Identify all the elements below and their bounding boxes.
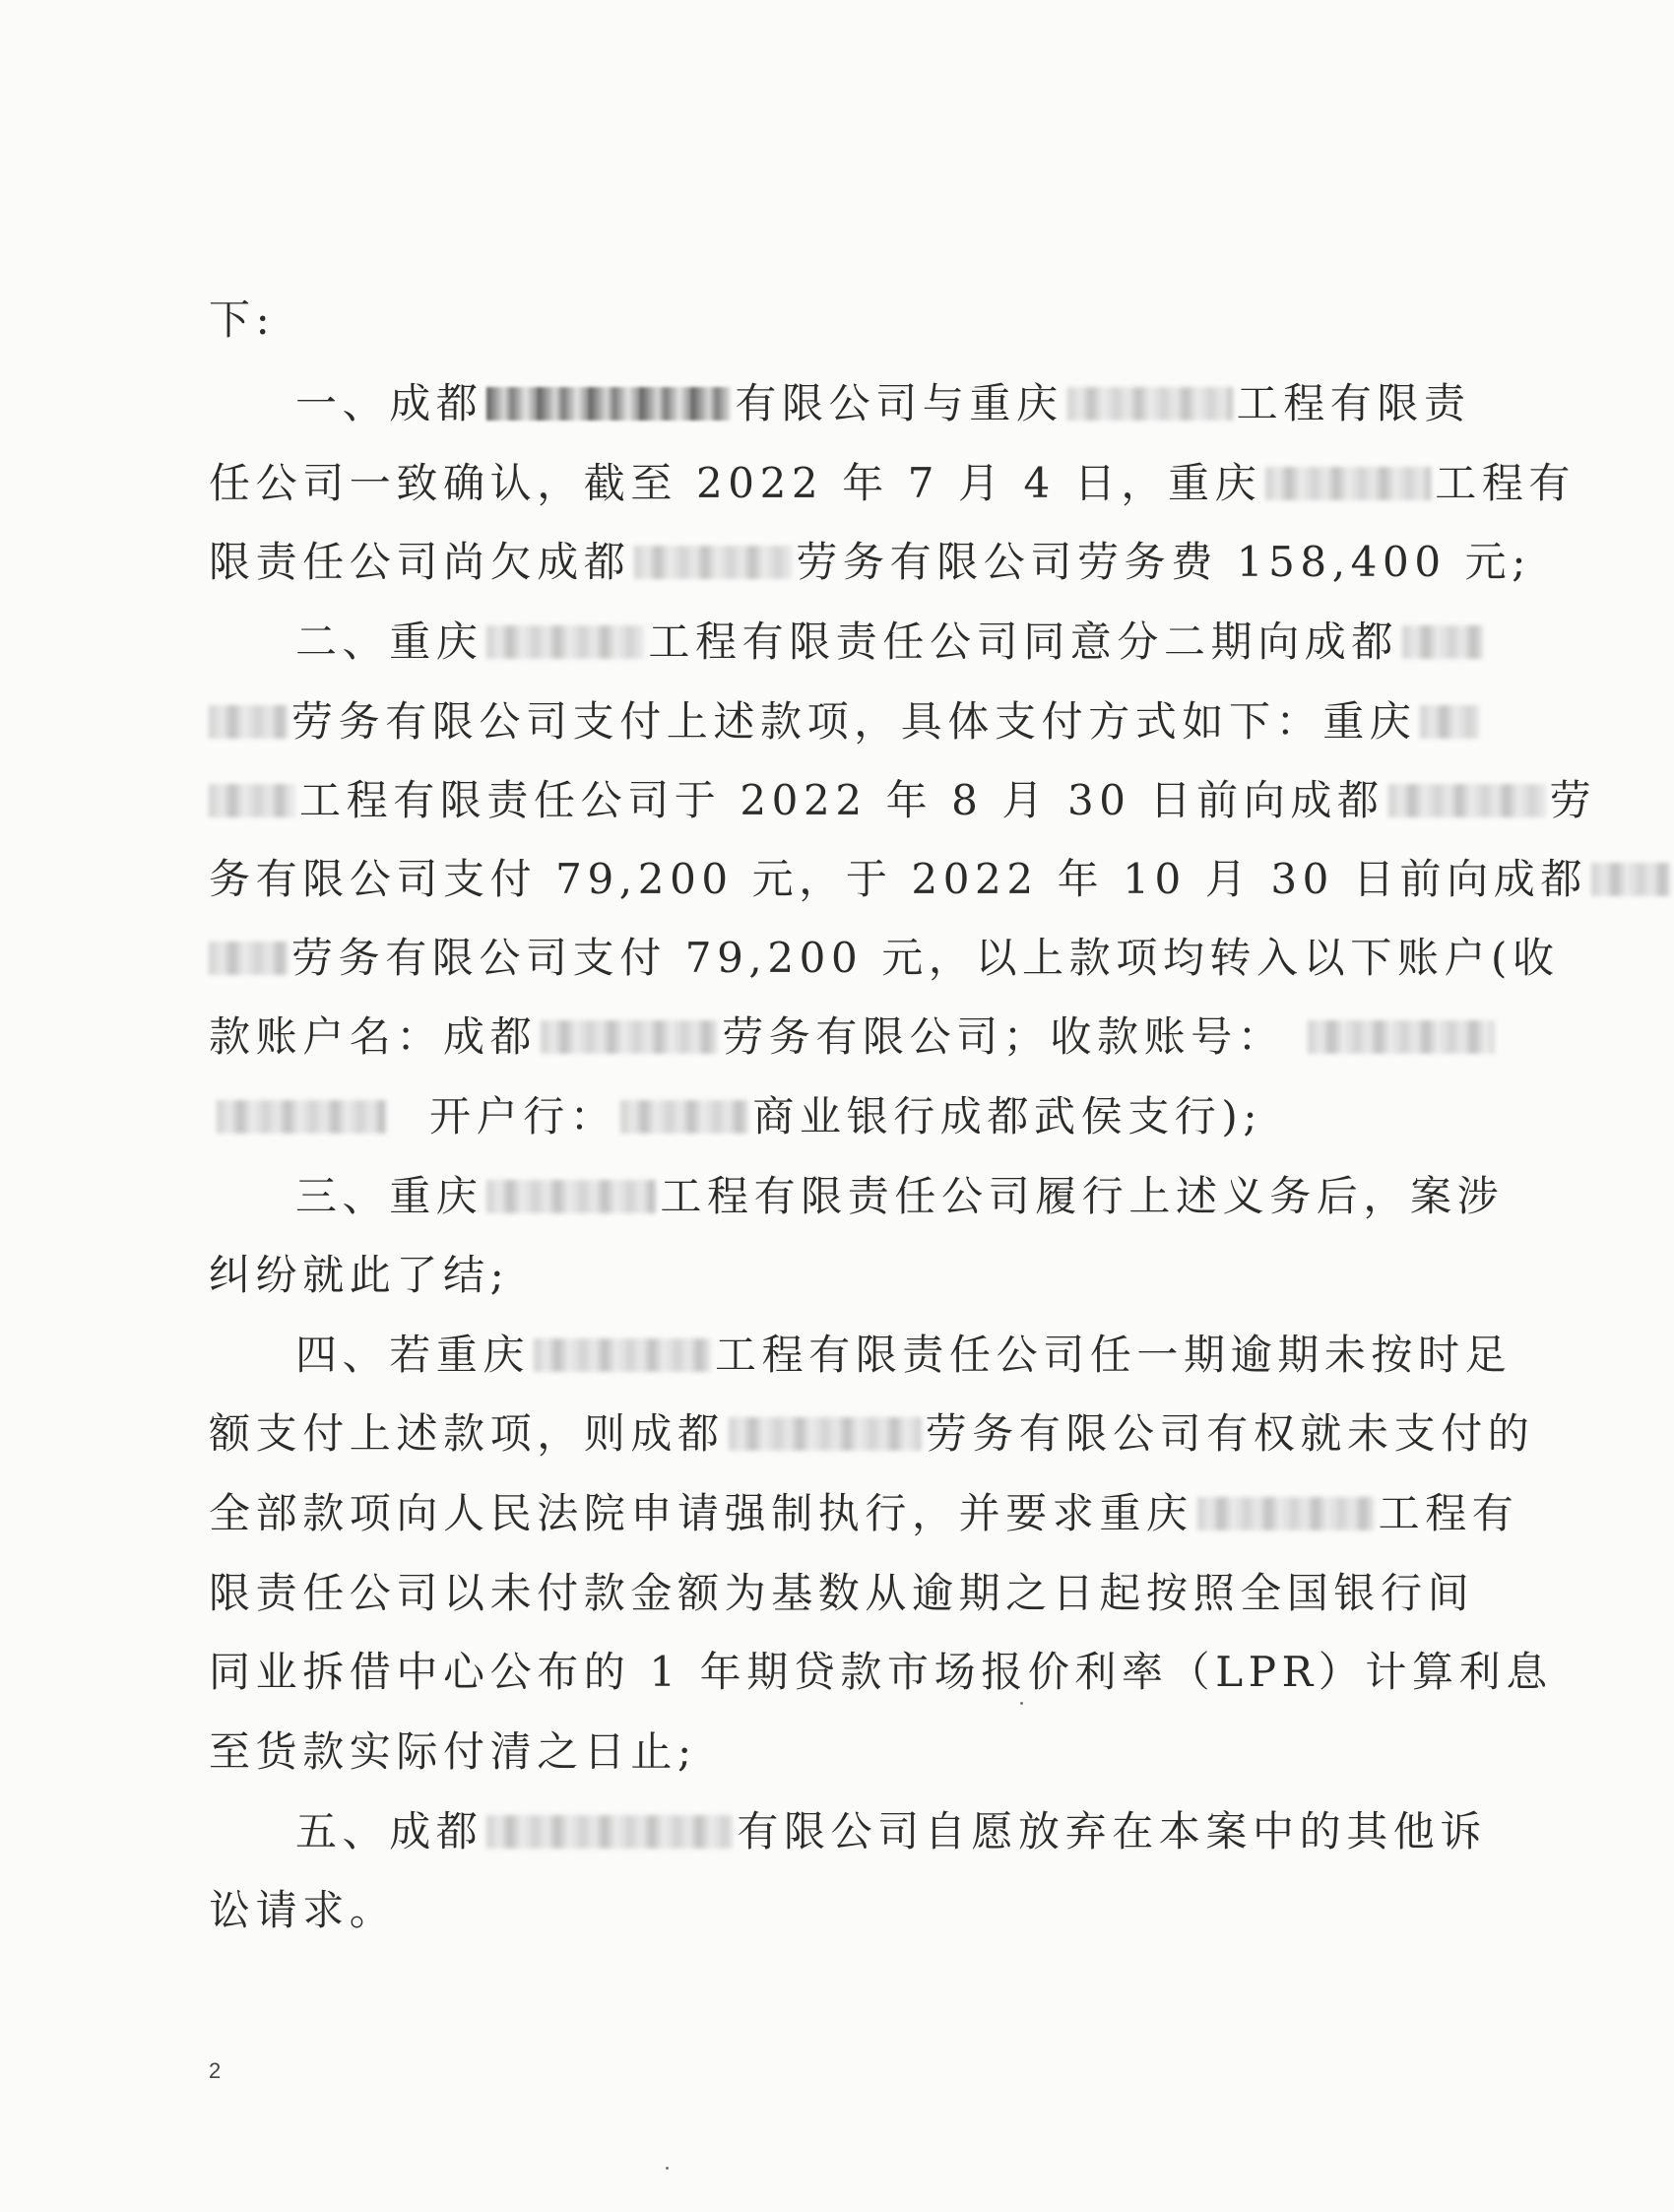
text-segment: 商业银行成都武侯支行);: [752, 1092, 1263, 1140]
text-segment: 至货款实际付清之日止;: [209, 1727, 697, 1776]
redaction: [486, 387, 731, 421]
redaction: [1591, 863, 1670, 896]
text-segment: 有限公司与重庆: [735, 379, 1063, 427]
redaction: [1420, 705, 1479, 739]
redaction: [534, 1338, 711, 1372]
text-segment: 开户行：: [429, 1092, 617, 1140]
text-segment: 劳务有限公司劳务费 158,400 元;: [796, 538, 1531, 586]
text-line: [209, 1886, 396, 1935]
redaction: [217, 1100, 386, 1134]
text-line: [209, 1648, 1553, 1697]
text-line: [209, 1569, 1474, 1618]
redaction: [209, 942, 288, 975]
text-line: [209, 295, 275, 345]
redaction: [541, 1020, 718, 1054]
text-segment: 任公司一致确认，截至 2022 年 7 月 4 日，重庆: [209, 459, 1262, 507]
text-line: [209, 697, 1483, 747]
text-line: [209, 1251, 509, 1300]
text-segment: 款账户名：成都: [209, 1012, 538, 1061]
scan-speck: [666, 2167, 669, 2170]
text-line: [295, 1172, 1504, 1221]
redaction: [1197, 1497, 1375, 1530]
text-segment: 额支付上述款项，则成都: [209, 1409, 725, 1458]
text-segment: 务有限公司支付 79,200 元，于 2022 年 10 月 30 日前向成都: [209, 855, 1587, 903]
redaction: [209, 784, 295, 817]
text-segment: 劳务有限公司支付 79,200 元，以上款项均转入以下账户(收: [291, 934, 1560, 982]
text-segment: 工程有: [1435, 459, 1577, 507]
text-line: [209, 459, 1576, 508]
text-line: [295, 1331, 1512, 1380]
text-line: [209, 855, 1674, 904]
text-segment: 工程有限责任公司任一期逾期未按时足: [715, 1331, 1513, 1379]
redaction: [729, 1417, 922, 1451]
text-segment: 工程有: [1378, 1489, 1519, 1537]
redaction: [1308, 1020, 1495, 1054]
text-line: [209, 934, 1560, 983]
text-line: [295, 379, 1471, 428]
redaction: [209, 705, 288, 739]
text-segment: 一、成都: [295, 379, 483, 427]
scan-speck: [1020, 1702, 1023, 1705]
redaction: [486, 625, 644, 659]
text-segment: 二、重庆: [295, 618, 483, 666]
text-line: [209, 1012, 1499, 1062]
redaction: [1265, 467, 1431, 500]
text-line: [209, 1092, 1262, 1141]
text-line: [295, 618, 1487, 667]
redaction: [1388, 784, 1546, 817]
text-line: [295, 1807, 1487, 1856]
text-segment: 三、重庆: [295, 1172, 483, 1220]
text-segment: 劳务有限公司有权就未支付的: [925, 1409, 1535, 1458]
text-line: [209, 1489, 1518, 1538]
redaction: [634, 546, 792, 579]
text-segment: 劳务有限公司；收款账号：: [722, 1012, 1285, 1061]
redaction: [486, 1180, 656, 1213]
text-segment: 工程有限责: [1236, 379, 1471, 427]
redaction: [1402, 625, 1483, 659]
text-segment: 全部款项向人民法院申请强制执行，并要求重庆: [209, 1489, 1193, 1537]
text-segment: 限责任公司尚欠成都: [209, 538, 631, 586]
text-segment: 有限公司自愿放弃在本案中的其他诉: [737, 1807, 1488, 1855]
text-line: [209, 1727, 697, 1777]
text-segment: 劳: [1549, 776, 1597, 824]
page-number: 2: [209, 2058, 222, 2083]
text-segment: 纠纷就此了结;: [209, 1251, 510, 1299]
text-line: [209, 538, 1531, 587]
text-line: [209, 776, 1596, 825]
text-segment: 讼请求。: [209, 1886, 397, 1934]
redaction: [620, 1100, 748, 1134]
text-segment: 劳务有限公司支付上述款项，具体支付方式如下：重庆: [291, 697, 1417, 746]
text-segment: 工程有限责任公司履行上述义务后，案涉: [660, 1172, 1505, 1220]
text-segment: 工程有限责任公司于 2022 年 8 月 30 日前向成都: [299, 776, 1384, 824]
text-segment: 五、成都: [295, 1807, 483, 1855]
text-segment: 同业拆借中心公布的 1 年期贷款市场报价利率（LPR）计算利息: [209, 1648, 1553, 1696]
text-line: [209, 1409, 1534, 1459]
redaction: [486, 1815, 733, 1849]
text-segment: 四、若重庆: [295, 1331, 531, 1379]
text-segment: 工程有限责任公司同意分二期向成都: [648, 618, 1399, 666]
redaction: [1067, 387, 1233, 421]
text-segment: 限责任公司以未付款金额为基数从逾期之日起按照全国银行间: [209, 1569, 1475, 1617]
text-segment: 下:: [209, 295, 276, 344]
